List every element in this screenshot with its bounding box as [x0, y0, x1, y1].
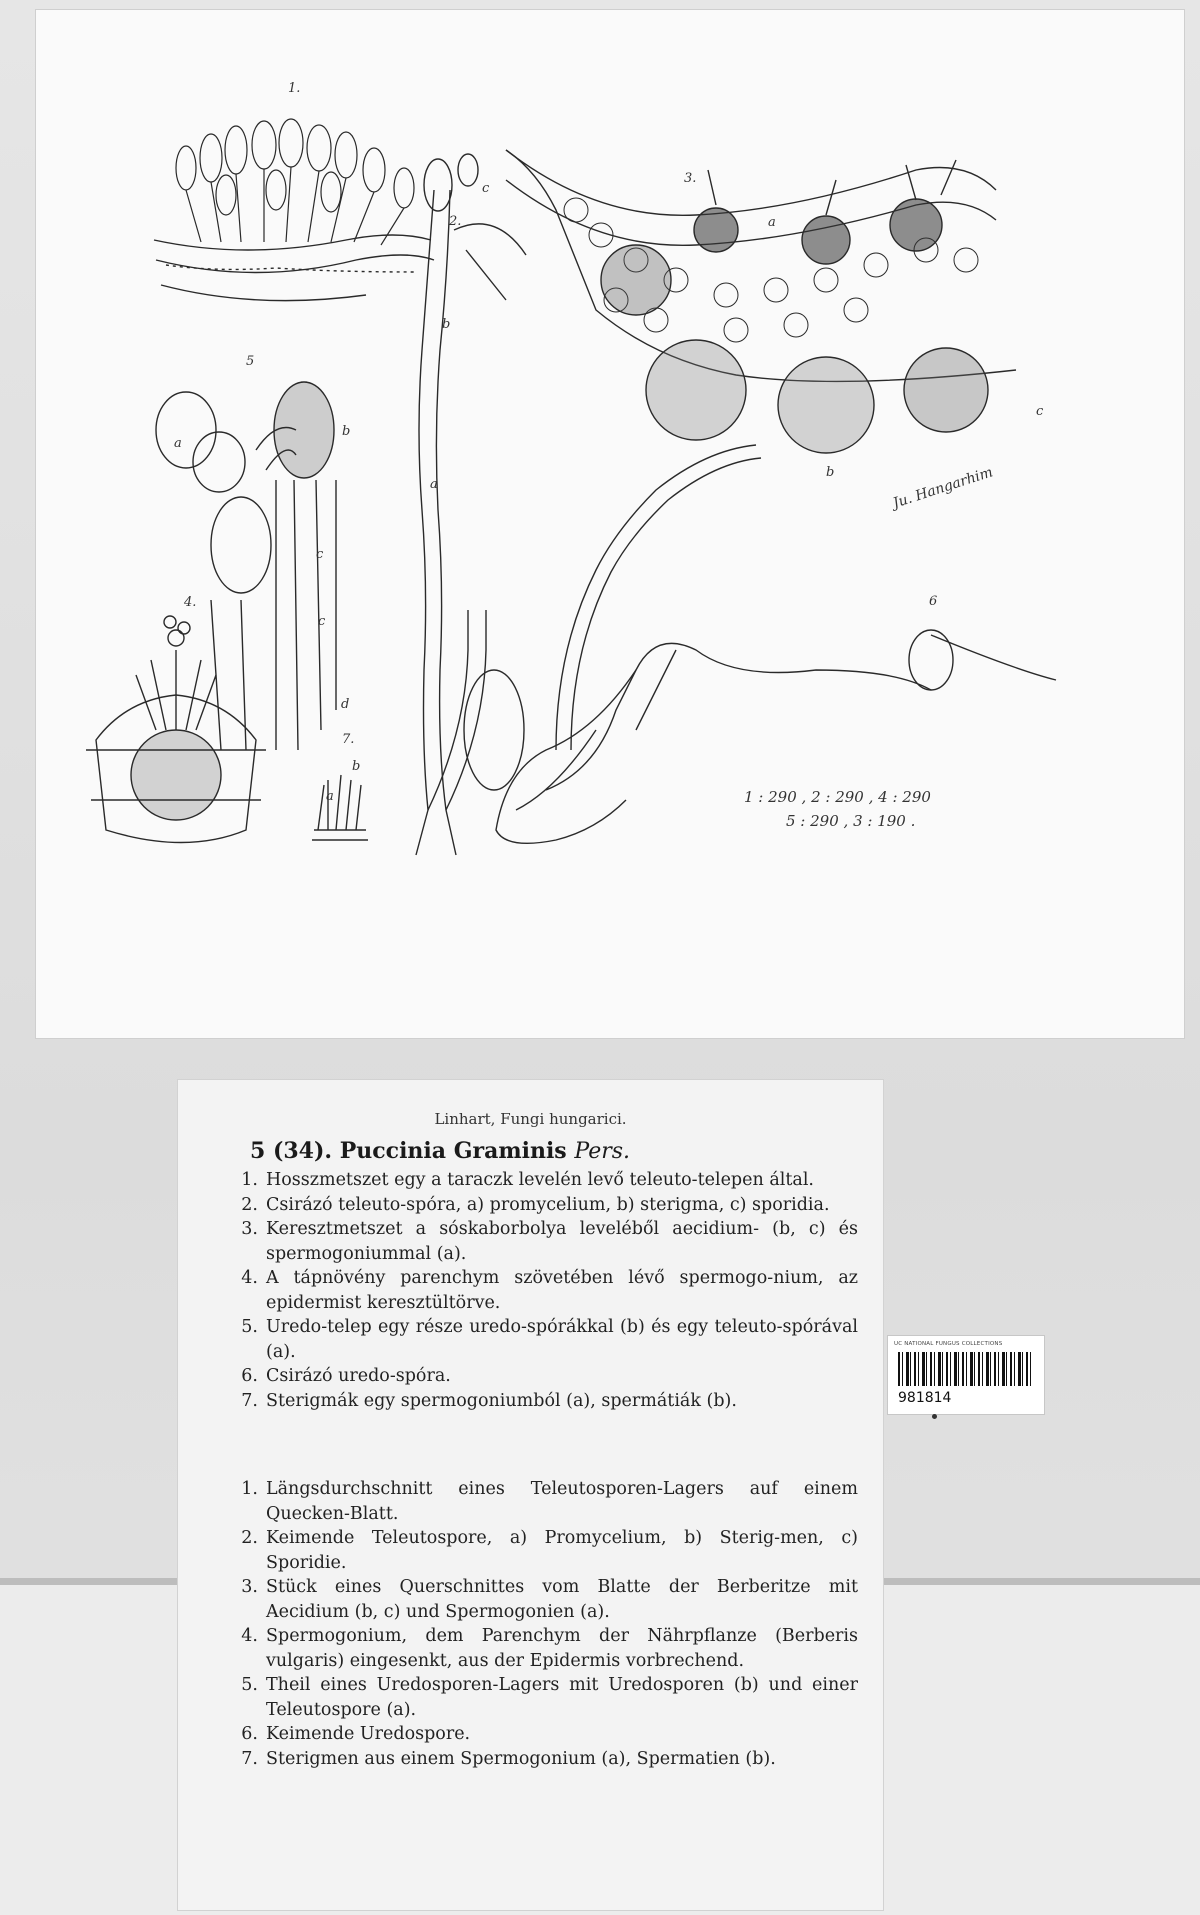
barcode-number: 981814: [898, 1390, 952, 1406]
svg-text:c: c: [316, 547, 324, 562]
svg-text:a: a: [430, 477, 438, 492]
species-name: Puccinia Graminis: [339, 1138, 567, 1164]
legend-item: 4. Spermogonium, dem Parenchym der Nährpflanze (Berberis vulgaris) eingesenkt, aus der Epidermis vorbrechend.: [241, 1626, 858, 1671]
species-number: 5 (34).: [250, 1138, 333, 1164]
legend-item: 7. Sterigmák egy spermogoniumból (a), spermátiák (b).: [241, 1390, 737, 1411]
svg-text:b: b: [352, 759, 361, 774]
svg-text:b: b: [342, 424, 351, 439]
barcode-bars: [898, 1352, 1034, 1386]
figure-3-drawing: [506, 150, 1016, 453]
svg-text:b: b: [442, 317, 451, 332]
magnification-notes: [744, 785, 931, 833]
figure-label-1: 1.: [288, 81, 301, 96]
legend-item: 4. A tápnövény parenchym szövetében lévő spermogo-nium, az epidermist keresztültörve.: [241, 1268, 858, 1313]
svg-text:5: 5: [246, 354, 255, 369]
svg-text:2.: 2.: [449, 214, 462, 229]
magnification-line-2: 5 : 290 , 3 : 190 .: [786, 812, 916, 830]
legend-item: 7. Sterigmen aus einem Spermogonium (a), Spermatien (b).: [241, 1748, 776, 1769]
svg-text:6: 6: [929, 594, 938, 609]
legend-item: 5. Uredo-telep egy része uredo-spórákkal (b) és egy teleuto-spórával (a).: [241, 1317, 858, 1362]
legend-item: 2. Csirázó teleuto-spóra, a) promycelium, b) sterigma, c) sporidia.: [241, 1194, 830, 1215]
species-author: Pers.: [574, 1139, 631, 1164]
legend-item: 5. Theil eines Uredosporen-Lagers mit Uredosporen (b) und einer Teleutospore (a).: [241, 1675, 858, 1720]
hungarian-figure-legend: [228, 1168, 858, 1413]
legend-item: 2. Keimende Teleutospore, a) Promycelium, b) Sterig-men, c) Sporidie.: [241, 1528, 858, 1573]
figure-6-drawing: [496, 445, 1056, 843]
specimen-barcode-label: [888, 1336, 1044, 1414]
svg-text:c: c: [1036, 404, 1044, 419]
figure-4-drawing: [86, 616, 266, 843]
svg-text:c: c: [318, 614, 326, 629]
series-header: Linhart, Fungi hungarici.: [434, 1110, 627, 1128]
magnification-line-1: 1 : 290 , 2 : 290 , 4 : 290: [744, 788, 931, 806]
species-label: [178, 1080, 883, 1910]
figure-1-drawing: [154, 119, 434, 301]
svg-text:b: b: [826, 465, 835, 480]
figure-5-drawing: [156, 382, 336, 750]
legend-item: 1. Längsdurchschnitt eines Teleutosporen-Lagers auf einem Quecken-Blatt.: [241, 1479, 858, 1524]
legend-item: 6. Keimende Uredospore.: [241, 1724, 471, 1744]
species-title: [250, 1138, 630, 1164]
botanical-drawings: [36, 10, 1184, 1038]
svg-text:7.: 7.: [342, 732, 355, 747]
svg-text:d: d: [341, 697, 350, 712]
legend-item: 3. Stück eines Querschnittes vom Blatte der Berberitze mit Aecidium (b, c) und Spermogonien (a).: [241, 1577, 858, 1622]
svg-text:3.: 3.: [684, 171, 697, 186]
figure-7-drawing: [312, 775, 368, 840]
svg-text:c: c: [482, 181, 490, 196]
legend-item: 1. Hosszmetszet egy a taraczk levelén levő teleuto-telepen által.: [241, 1170, 814, 1190]
german-figure-legend: [228, 1477, 858, 1771]
legend-item: 6. Csirázó uredo-spóra.: [241, 1366, 451, 1386]
svg-text:a: a: [326, 789, 334, 804]
svg-text:a: a: [174, 436, 182, 451]
illustration-plate: [36, 10, 1184, 1038]
svg-text:a: a: [768, 215, 776, 230]
institution-name: UC NATIONAL FUNGUS COLLECTIONS: [894, 1341, 1003, 1347]
svg-text:4.: 4.: [184, 595, 197, 610]
legend-item: 3. Keresztmetszet a sóskaborbolya leveléből aecidium- (b, c) és spermogoniummal (a).: [241, 1219, 858, 1264]
artist-signature: Ju. Hangarhim: [891, 464, 995, 512]
pin-dot: [932, 1414, 937, 1419]
